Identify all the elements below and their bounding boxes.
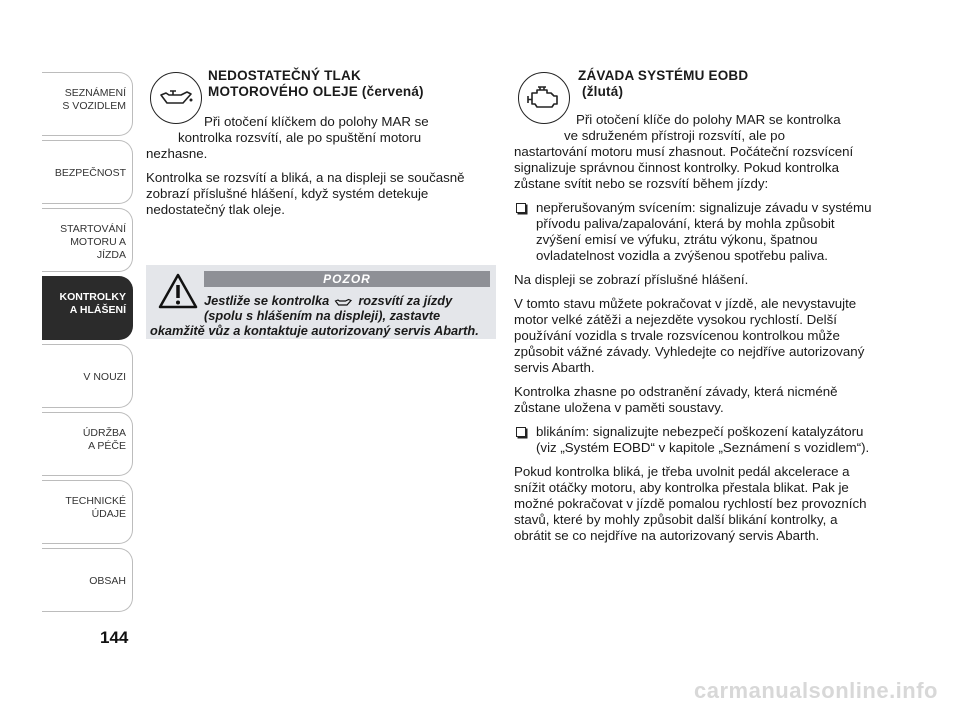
- warning-label: POZOR: [204, 271, 490, 287]
- checkbox-bullet-icon: [516, 427, 526, 437]
- list-item: nepřerušovaným svícením: signalizuje závadu v systému přívodu paliva/zapalování, která by mohla způsobit zvýšení emisí ve výfuku, ztrátu výkonu, špatnou ovladatelnost vozidla a zvýšenou spotřebu paliva.: [514, 200, 874, 264]
- tab-v-nouzi[interactable]: V NOUZI: [42, 344, 133, 408]
- eobd-section: ZÁVADA SYSTÉMU EOBD (žlutá) Při otočení klíče do polohy MAR se kontrolka ve sdruženém přístroji rozsvítí, ale po nastartování motoru musí zhasnout. Počáteční rozsvícení signalizuje správnou činnost kontrolky. Pokud kontrolka zůstane svítit nebo se rozsvítí během jízdy: nepřerušovaným svícením: signalizuje závadu v systému přívodu paliva/zapalování, která by mohla způsobit zvýšení emisí ve výfuku, ztrátu výkonu, špatnou ovladatelnost vozidla a zvýšenou spotřebu paliva. Na displeji se zobrazí příslušné hlášení. V tomto stavu můžete pokračovat v jízdě, ale nevystavujte motor velké zátěži a nejezděte vysokou rychlostí. Delší používání vozidla s trvale rozsvícenou kontrolkou může způsobit vážné závady. Vyhledejte co nejdříve autorizovaný servis Abarth. Kontrolka zhasne po odstranění závady, která nicméně zůstane uložena v paměti soustavy. blikáním: signalizujte nebezpečí poškození katalyzátoru (viz „Systém EOBD“ v kapitole „Seznámení s vozidlem“). Pokud kontrolka bliká, je třeba uvolnit pedál akcelerace a snížit otáčky motoru, aby kontrolka přestala blikat. Pak je možné pokračovat v jízdě pomalou rychlostí bez provozních stavů, které by mohly způsobit další blikání kontrolky, a obrátit se co nejdříve na autorizovaný servis Abarth.: [514, 66, 874, 552]
- checkbox-bullet-icon: [516, 203, 526, 213]
- watermark: carmanualsonline.info: [694, 678, 938, 703]
- tab-kontrolky[interactable]: KONTROLKY A HLÁŠENÍ: [42, 276, 133, 340]
- eobd-title: ZÁVADA SYSTÉMU EOBD (žlutá): [578, 68, 749, 99]
- tab-startovani[interactable]: STARTOVÁNÍ MOTORU A JÍZDA: [42, 208, 133, 272]
- tab-bezpecnost[interactable]: BEZPEČNOST: [42, 140, 133, 204]
- page-number: 144: [100, 628, 129, 647]
- oil-pressure-description: Kontrolka se rozsvítí a bliká, a na displeji se současně zobrazí příslušné hlášení, když systém detekuje nedostatečný tlak oleje.: [146, 170, 465, 217]
- tab-udrzba[interactable]: ÚDRŽBA A PÉČE: [42, 412, 133, 476]
- warning-box: [146, 265, 496, 339]
- oil-pressure-section: NEDOSTATEČNÝ TLAK MOTOROVÉHO OLEJE (červená) Při otočení klíčkem do polohy MAR se kontrolka rozsvítí, ale po spuštění motoru nezhasne. Kontrolka se rozsvítí a bliká, a na displeji se současně zobrazí příslušné hlášení, když systém detekuje nedostatečný tlak oleje.: [146, 66, 496, 226]
- oil-pressure-title: NEDOSTATEČNÝ TLAK MOTOROVÉHO OLEJE (červená): [208, 68, 424, 99]
- list-item: blikáním: signalizujte nebezpečí poškození katalyzátoru (viz „Systém EOBD“ v kapitole „Seznámení s vozidlem“).: [514, 424, 874, 456]
- oil-pressure-icon: [333, 297, 355, 307]
- tab-obsah[interactable]: OBSAH: [42, 548, 133, 612]
- tab-technicke[interactable]: TECHNICKÉ ÚDAJE: [42, 480, 133, 544]
- warning-text: Jestliže se kontrolka rozsvítí za jízdy (spolu s hlášením na displeji), zastavte okamžitě vůz a kontaktuje autorizovaný servis Abarth.: [150, 293, 479, 338]
- engine-check-icon: [518, 72, 570, 124]
- tab-seznameni[interactable]: SEZNÁMENÍ S VOZIDLEM: [42, 72, 133, 136]
- oil-pressure-icon: [150, 72, 202, 124]
